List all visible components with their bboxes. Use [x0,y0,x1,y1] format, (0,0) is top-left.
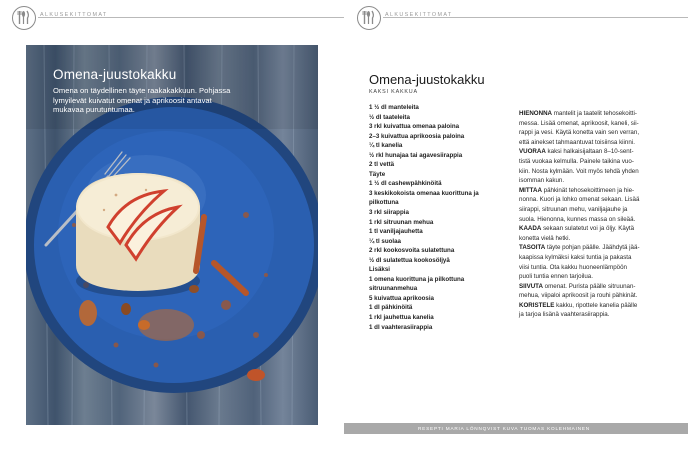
recipe-title: Omena-juustokakku [369,72,485,87]
ingredient-item: 3 rkl kuivattua omenaa paloina [369,123,460,131]
ingredient-item: 3 rkl siirappia [369,209,409,217]
method-line: viisi tuntia. Ota kakku huoneenlämpöön [519,263,628,271]
ingredient-item: 1 dl vaahterasiirappia [369,323,433,331]
method-text [519,109,665,320]
method-line: KAADA sekaan sulatetut voi ja öljy. Käytä [519,225,635,233]
method-line: mehua, viipaloi aprikoosit ja rouhi pähkinät. [519,292,638,300]
method-keyword: HIENONNA [519,110,553,117]
method-keyword: KORISTELE [519,301,555,309]
ingredient-item: 1 omena kuorittuna ja pilkottuna [369,275,465,283]
method-line: HIENONNA mantelit ja taatelit tehosekoitti- [519,110,637,117]
method-keyword: TASOITA [519,244,546,252]
ingredient-item: ¼ tl suolaa [369,237,401,245]
right-page [344,0,688,450]
method-line: kaapissa kylmäksi kaksi tuntia ja pakasta [519,253,632,261]
credit-bar [344,423,688,434]
method-line: kiin. Nosta kylmään. Voit myös tehdä yhden [519,167,639,175]
ingredient-item: sitruunanmehua [369,285,418,293]
header-section-label: ALKUSEKITTOMAT [40,12,108,18]
ingredient-item: 5 kuivattua aprikoosia [369,294,434,302]
ingredient-item: ½ dl taateleita [369,113,410,121]
method-line: KORISTELE kakku, ripottele kanelia päälle [519,301,638,309]
method-keyword: SIIVUTA [519,282,543,290]
ingredient-subheading: Täyte [369,170,386,178]
ingredient-subheading: Lisäksi [369,266,390,274]
ingredient-item: 1 ½ dl cashewpähkinöitä [369,180,442,188]
method-line: tistä vuokaa kelmulla. Painele taikina vuo- [519,157,634,165]
recipe-serves: KAKSI KAKKUA [369,89,418,95]
ingredient-item: ½ dl sulatettua kookosöljyä [369,256,450,264]
ingredient-item: 2 rkl kookosvoita sulatettuna [369,247,455,255]
method-line: siirappi, sitruunan mehu, vaniljajauhe ja [519,205,628,213]
method-line: rappi ja vesi. Käytä konetta vain sen verran, [519,129,640,137]
method-line: isomman kakun. [519,177,565,185]
method-keyword: VUORAA [519,148,546,156]
photo-credit: RESEPTI MARIA LÖNNQVIST KUVA TUOMAS KOLEHMAINEN [417,425,590,431]
method-line: VUORAA kaksi halkaisijaltaan 8–10-sent- [519,148,634,156]
method-line: puoli tuntia ennen tarjoilua. [519,273,593,281]
method-line: nonna. Kuori ja lohko omenat sekaan. Lisää [519,196,640,204]
method-line: että ainekset tahmaantuvat toisiinsa kiinni. [519,138,635,146]
cutlery-logo-icon [357,6,381,30]
ingredient-item: 3 keskikokoista omenaa kuorittuna ja [369,189,479,197]
ingredient-item: ¼ tl kanelia [369,142,403,150]
method-line: MITTAA pähkinät tehosekoittimeen ja hie- [519,186,635,194]
method-line: SIIVUTA omenat. Purista päälle sitruunan- [519,282,636,290]
method-keyword: KAADA [519,225,542,233]
method-line: messa. Lisää omenat, aprikoosit, kaneli, sii- [519,119,639,127]
method-keyword: MITTAA [519,186,542,194]
ingredient-item: 1 ½ dl manteleita [369,104,419,111]
ingredient-list [369,103,509,332]
ingredient-item: 1 rkl sitruunan mehua [369,218,434,226]
header-section-label: ALKUSEKITTOMAT [385,12,453,18]
method-line: suola. Hienonna, kunnes massa on sileää. [519,215,636,223]
photo-title: Omena-juustokakku [53,67,177,82]
ingredient-item: ½ rkl hunajaa tai agavesiirappia [369,151,463,159]
method-line: konetta vielä hetki. [519,234,571,242]
ingredient-item: 2–3 kuivattua aprikoosia paloina [369,132,465,140]
method-line: TASOITA täyte pohjan päälle. Jäähdytä jää- [519,244,640,252]
ingredient-item: 1 rkl jauhettua kanelia [369,314,434,322]
method-line: ja tarjoa lisänä vaahterasiirappia. [519,311,610,319]
ingredient-item: 2 tl vettä [369,161,395,169]
photo-intro-text: Omena on täydellinen täyte raakakakkuun. Pohjassa lymyilevät kuivatut omenat ja aprikoosit antavat mukavaa purutuntumaa. [53,86,231,115]
ingredient-item: 1 dl pähkinöitä [369,304,413,312]
ingredient-item: pilkottuna [369,199,399,207]
ingredient-item: 1 tl vaniljajauhetta [369,228,423,236]
cutlery-logo-icon [12,6,36,30]
cheesecake-photo [26,45,318,425]
